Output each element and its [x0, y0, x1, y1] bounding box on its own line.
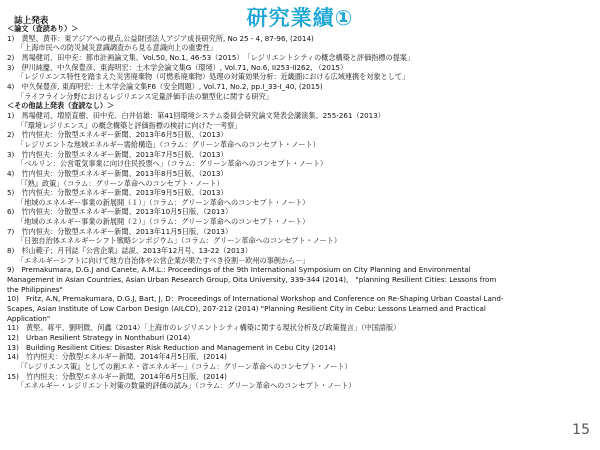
publication-list	[7, 24, 595, 391]
publication-line: Application"	[7, 313, 51, 323]
publication-line: 「エネルギーシフトに向けて地方自治体や公営企業が果たすべき役割－欧州の事例から－」	[17, 255, 310, 265]
publication-line: 15) 竹内恒夫：分散型エネルギー新聞、2014年6月5日版、(2014)	[7, 371, 227, 381]
section-label: 誌上発表	[14, 16, 49, 26]
slide-title: 研究業績①	[246, 6, 354, 30]
publication-line: 4) 中久保豊彦, 東海明宏：土木学会論文集F6（安全問題）, Vol.71, No.2, pp.I_33-I_40, (2015)	[7, 81, 323, 91]
publication-line: Scapes, Asian Institute of Low Carbon Design (AILCD), 207-212 (2014) "Planning Resilient City in Cebu: Lessons Learned and Practical	[7, 304, 486, 314]
publication-line: 3) 竹内恒夫：分散型エネルギー新聞、2013年7月5日版、（2013）	[7, 149, 228, 159]
publication-line: 「地域のエネルギー事業の新展開（２）」（コラム：グリーン革命へのコンセプト・ノート）	[17, 217, 310, 227]
subsection-heading: ＜論文（査読あり）＞	[7, 24, 79, 33]
publication-line: 「レジリエントな地域エネルギー需給構造」（コラム：グリーン革命へのコンセプト・ノート）	[17, 139, 320, 149]
publication-line: 10) Fritz, A.N, Premakumara, D.G.J, Bart, J, D：Proceedings of International Workshop and Conference on Re-Shaping Urban Coastal Land-	[7, 294, 504, 304]
publication-line: Management in Asian Countries, Asian Urban Research Group, Oita University, 339-344 (2014), "planning Resilient Cities: Lessons from	[7, 275, 497, 285]
publication-line: 「『環境レジリエンス』の概念構築と評価指標の検討に向けた一考察」	[17, 120, 242, 130]
subsection-heading: ＜その他誌上発表（査読なし）＞	[7, 101, 115, 111]
publication-line: 14) 竹内恒夫：分散型エネルギー新聞、2014年4月5日版、(2014)	[7, 352, 227, 362]
page-number: 15	[572, 422, 590, 438]
publication-line: 「地域のエネルギー事業の新展開（１）」（コラム：グリーン革命へのコンセプト・ノート）	[17, 197, 310, 207]
publication-line: 「レジリエンス特性を踏まえた災害廃棄物（可燃系廃棄物）処理の対策効果分析：近畿圏における広域連携を対象として」	[17, 72, 410, 82]
publication-line: 1) 馬場健司、増原直樹、田中充、白井信雄：第41回環境システム委員会研究論文発表会講演集、255-261（2013）	[7, 110, 385, 120]
publication-line: 8) 杉山範子；月刊誌『公営企業』誌説、2013年12月号、13-22（2013）	[7, 246, 252, 256]
publication-line: 5) 竹内恒夫：分散型エネルギー新聞、2013年9月5日版、（2013）	[7, 188, 228, 198]
publication-line: 「日独自治体エネルギーシフト戦略シンポジウム」（コラム：グリーン革命へのコンセプト・ノート）	[17, 236, 342, 246]
publication-line: 1) 黄堅、黄菲：東アジアへの視点,公益財団法人アジア成長研究所, No 25 - 4, 87-96, (2014)	[7, 33, 314, 43]
publication-line: 9) Premakumara, D.G.J and Canete, A.M.L.: Proceedings of the 9th International Symposium on City Planning and Environmental	[7, 265, 471, 275]
publication-line: 「上海市民への防災減災意識調査から見る意識向上の重要性」	[17, 43, 217, 53]
publication-line: 7) 竹内恒夫：分散型エネルギー新聞、2013年11月5日版、（2013）	[7, 226, 233, 236]
publication-line: 2) 竹内恒夫：分散型エネルギー新聞、2013年6月5日版、（2013）	[7, 130, 228, 140]
publication-line: 12) Urban Resilient Strategy in Nonthaburi (2014)	[7, 333, 191, 342]
publication-line: 「ベルリン：公営電気事業に向け住民投票へ」（コラム：グリーン革命へのコンセプト・ノート）	[17, 159, 328, 169]
publication-line: 「ライフライン分野におけるレジリエンス定量評価手法の類型化に関する研究」	[17, 91, 273, 101]
publication-line: the Philippines"	[7, 284, 63, 294]
publication-line: 6) 竹内恒夫：分散型エネルギー新聞、2013年10月5日版、（2013）	[7, 207, 233, 217]
publication-line: 2) 馬場健司、田中充：都市計画論文集、Vol.50, No.1, 46-53（2015） 「レジリエントシティの概念構築と評価指標の提案」	[7, 52, 415, 62]
publication-line: 「エネルギー・レジリエント対策の数量的評価の試み」（コラム：グリーン革命へのコンセプト・ノート）	[17, 381, 356, 391]
publication-line: 3) 伊川純慶、中久保豊彦、東海明宏：土木学会論文集G（環境）, Vol.71, No.6, II253-II262, （2015）	[7, 62, 348, 72]
publication-line: 4) 竹内恒夫：分散型エネルギー新聞、2013年8月5日版、（2013）	[7, 168, 228, 178]
publication-line: 「『レジリエンス策』としての創エネ・省エネルギー」（コラム：グリーン革命へのコンセプト・ノート）	[17, 361, 352, 371]
publication-line: 「『熟』政策」（コラム：グリーン革命へのコンセプト・ノート）	[17, 178, 224, 188]
publication-line: 11) 黄堅、蒋平、劉明微、何鑫（2014）「上海市のレジリエントシティ構築に関する現状分析及び政策提言」（中国語版）	[7, 323, 401, 333]
publication-line: 13) Building Resilient Cities: Disaster Risk Reduction and Management in Cebu City (2014)	[7, 342, 336, 352]
